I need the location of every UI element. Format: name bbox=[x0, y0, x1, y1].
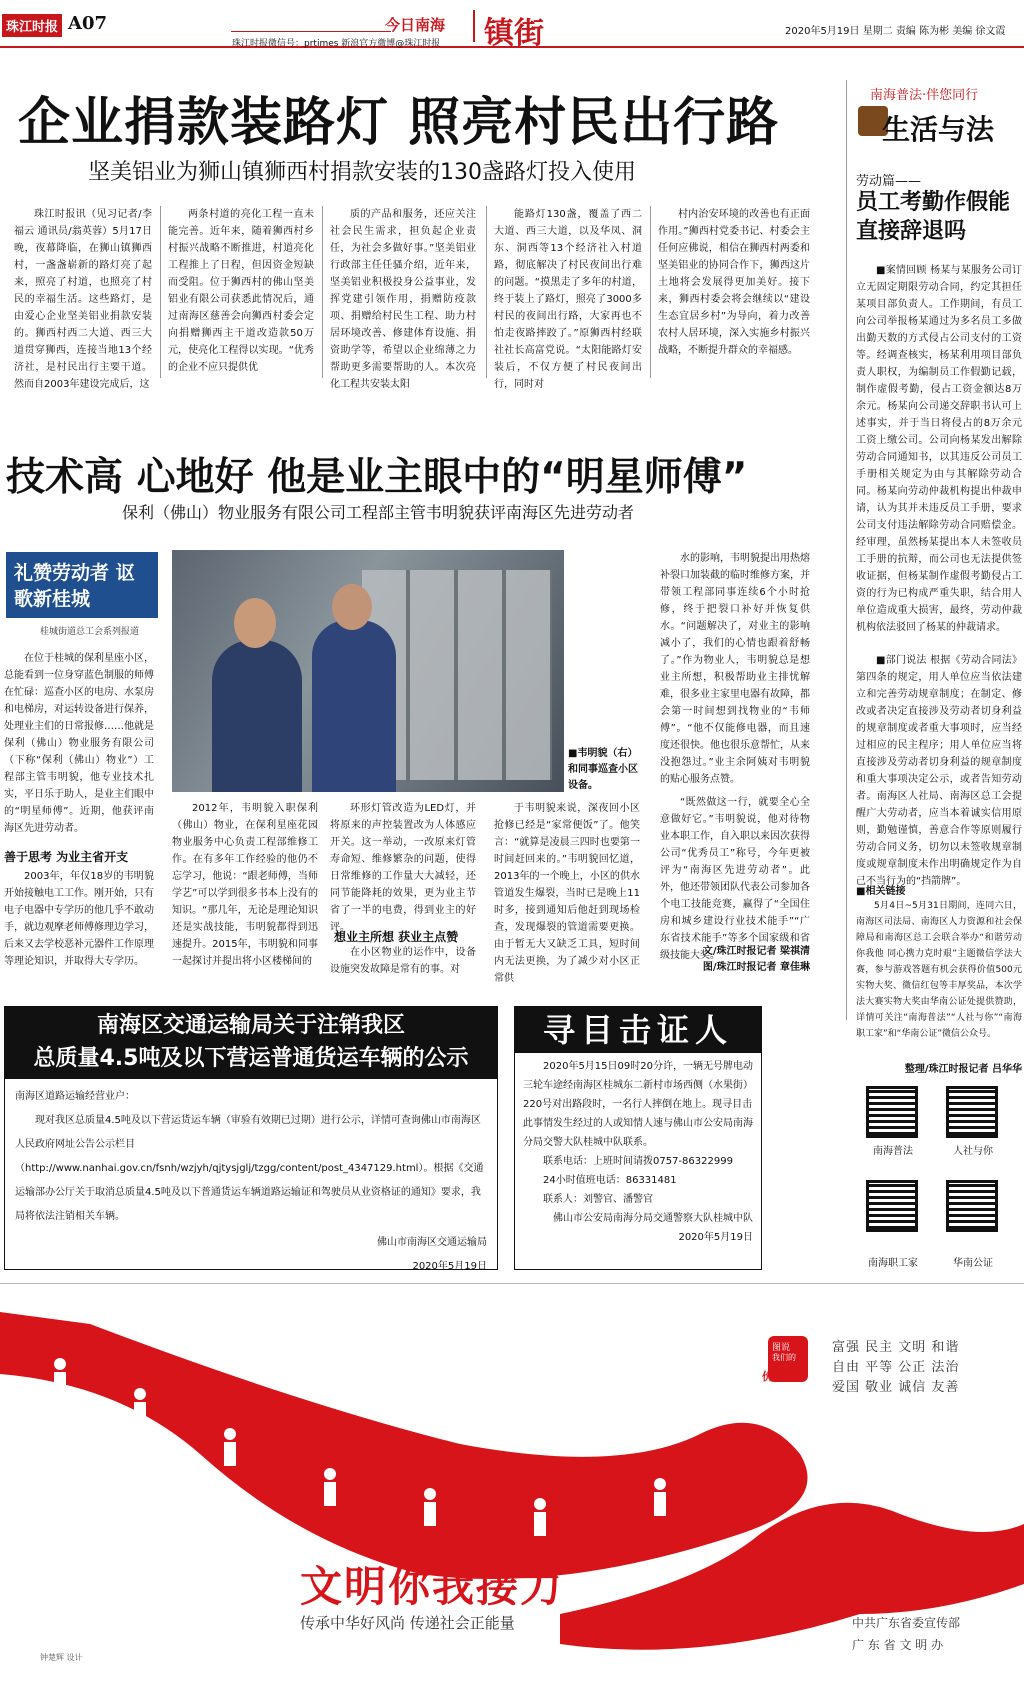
values-badge-label3: 价值观 bbox=[762, 1370, 795, 1383]
worker-figure bbox=[212, 640, 302, 792]
notice-title-line1: 南海区交通运输局关于注销我区 bbox=[96, 1013, 405, 1038]
witness-date: 2020年5月19日 bbox=[678, 1232, 753, 1243]
story2-col-a: 2003年，年仅18岁的韦明貌开始接触电工工作。刚开始，只有电子电器中专学历的他几乎不敢动手，就边观摩老师傅修理边学习，后来又去学校恶补元器件工作原理等理论知识，并取得大专学历。 bbox=[4, 871, 154, 967]
qr-code-icon[interactable] bbox=[866, 1086, 918, 1138]
column-rule bbox=[486, 206, 487, 378]
values-row-3: 爱国 敬业 诚信 友善 bbox=[832, 1380, 960, 1395]
qr-code-icon[interactable] bbox=[946, 1180, 998, 1232]
page-number: A07 bbox=[68, 13, 108, 34]
column-rule bbox=[322, 206, 323, 378]
witness-title: 寻目击证人 bbox=[515, 1007, 761, 1053]
law-headline: 员工考勤作假能直接辞退吗 bbox=[856, 190, 1011, 244]
banner-title: 生活与法 bbox=[882, 113, 995, 146]
notice-greeting: 南海区道路运输经营业户： bbox=[15, 1091, 135, 1102]
notice-body-wrap bbox=[5, 1079, 497, 1285]
notice-body: 现对我区总质量4.5吨及以下营运货运车辆（审验有效期已过期）进行公示，详情可查询佛山市南海区人民政府网址公告公示栏目（http://www.nanhai.gov.cn/fsnh/wzjyh/qjtysjglj/tzgg/content/post_4347129.html）。根据《交通运输部办公厅关于取消总质量4.5吨及以下普通货运车辆道路运输证和驾驶员从业资格证的通知》要求，我局将依法注销相关车辆。 bbox=[15, 1115, 484, 1222]
notice-date: 2020年5月19日 bbox=[412, 1261, 487, 1272]
story1-col-3: 质的产品和服务，还应关注社会民生需求，担负起企业责任，为社会多做好事。”坚美铝业行政部主任任骚介绍，近年来，坚美铝业积极投身公益事业，发挥党建引领作用，捐赠防疫款项、捐赠给村民生工程、助力村居环境改善、修建体育设施、捐资助学等，希望以企业绵薄之力帮助更多需要帮助的人。本次亮化工程共安装太阳 bbox=[330, 209, 476, 390]
ad-org-1: 中共广东省委宣传部 bbox=[852, 1616, 961, 1630]
witness-tel1: 联系电话：上班时间请拨0757-86322999 bbox=[543, 1156, 733, 1167]
story2-subhead: 保利（佛山）物业服务有限公司工程部主管韦明貌获评南海区先进劳动者 bbox=[122, 503, 635, 522]
ad-slogan: 文明你我接力 bbox=[300, 1562, 565, 1611]
values-row-2: 自由 平等 公正 法治 bbox=[832, 1360, 960, 1375]
story2-subhead-b: 想业主所想 获业主点赞 bbox=[334, 930, 459, 944]
header-rule bbox=[231, 31, 391, 32]
related-reporter: 整理/珠江时报记者 吕华华 bbox=[904, 1064, 1022, 1075]
section-label: 今日南海 bbox=[385, 16, 446, 34]
story1-col-4: 能路灯130盏，覆盖了西二大道、西三大道，以及华凤、洞东、洞西等13个经济社入村道路，彻底解决了村民夜间出行难的问题。“摸黑走了多年的村道，终于装上了路灯，照亮了3000多村民的夜间出行路，大家再也不怕走夜路摔跤了。”原狮西村经联社社长高富党说。“太阳能路灯安装后，不仅方便了村民夜间出行，同时对 bbox=[494, 209, 642, 390]
story2-lead: 在位于桂城的保利星座小区，总能看到一位身穿蓝色制服的师傅在忙碌：巡查小区的电房、水泵房和电梯房，对运转设备进行保养，处理业主们的日常报修……他就是保利（佛山）物业服务有限公司（下称“保利（佛山）物业”）工程部主管韦明貌，他专业技术扎实，平日乐于助人，是业主们眼中的“明星师傅”。近期，他获评南海区先进劳动者。 bbox=[4, 653, 154, 834]
story2-headline: 技术高 心地好 他是业主眼中的“明星师傅” bbox=[6, 455, 748, 500]
story1-col-1: 珠江时报讯（见习记者/李福云 通讯员/翁英蓉）5月17日晚，夜幕降临，在狮山镇狮西村，一盏盏崭新的路灯亮了起来，照亮了村道，也照亮了村民的幸福生活。这些路灯，是由爱心企业坚美铝业捐款安装的。狮西村西二大道、西三大道贯穿狮西，连接当地13个经济社，是村民出行主要干道。然而自2003年建设完成后，这 bbox=[14, 209, 152, 390]
paper-logo: 珠江时报 bbox=[2, 14, 62, 37]
section-divider bbox=[473, 10, 475, 42]
public-service-ad bbox=[0, 1283, 1024, 1682]
story2-photo bbox=[172, 550, 564, 792]
qr-label: 南海职工家 bbox=[868, 1258, 918, 1269]
story2-col-d: 于韦明貌来说，深夜回小区抢修已经是“家常便饭”了。他笑言：“就算是凌晨三四时也要第一时间赶回来的。”韦明貌回忆道，2013年的一个晚上，小区的供水管道发生爆裂，当时已是晚上11时多，接到通知后他赶到现场检查，发现爆裂的管道需要更换。由于暂无大又缺乏工具，短时间内无法更换，为了减少对小区正常供 bbox=[494, 803, 640, 984]
story2-subhead-a: 善于思考 为业主省开支 bbox=[4, 850, 129, 864]
values-badge-label1: 图说 bbox=[772, 1343, 791, 1353]
worker-head bbox=[332, 584, 372, 630]
related-heading: ■相关链接 bbox=[856, 886, 906, 897]
column-rule bbox=[160, 206, 161, 378]
notice-witness-appeal bbox=[514, 1006, 762, 1270]
ad-designer: 钟楚辉 设计 bbox=[40, 1653, 83, 1662]
witness-tel2: 24小时值班电话：86331481 bbox=[543, 1175, 677, 1186]
qr-label: 南海普法 bbox=[873, 1146, 913, 1157]
story2-col-e: 水的影响，韦明貌提出用热熔补裂口加装截的临时维修方案，并带领工程部同事连续6个小时抢修，终于把裂口补好并恢复供水。“问题解决了，对业主的影响减小了，我们的心情也跟着舒畅了。”作为物业人，韦明貌总是想业主所想，积极帮助业主排忧解难，很多业主家里电器有故障，都会第一时间想到找物业的“韦师傅”。“他不仅能修电器，而且速度还很快。他也很乐意帮忙，从来没抱怨过。”业主余阿姨对韦明貌的贴心服务点赞。 bbox=[660, 553, 810, 785]
section-title: 镇街 bbox=[484, 16, 544, 51]
story2-col-f: “既然做这一行，就要全心全意做好它。”韦明貌说，他对待物业本职工作，自入职以来因次获得公司“优秀员工”称号，今年更被评为“南海区先进劳动者”。此外，他还带领团队代表公司参加各个电工技能竞赛，赢得了“全国住房和城乡建设行业技术能手”“广东省技术能手”等多个国家级和省级技能大奖。 bbox=[660, 797, 810, 961]
story2-col-c-tail: 在小区物业的运作中，设备设施突发故障是常有的事。对 bbox=[330, 947, 476, 975]
qr-label: 华南公证 bbox=[953, 1258, 993, 1269]
values-row-1: 富强 民主 文明 和谐 bbox=[832, 1340, 960, 1355]
date-line: 2020年5月19日 星期二 责编 陈为彬 美编 徐文霞 bbox=[785, 26, 1006, 37]
notice-signer: 佛山市南海区交通运输局 bbox=[377, 1237, 487, 1248]
qr-label: 人社与你 bbox=[953, 1146, 993, 1157]
witness-signer: 佛山市公安局南海分局交通警察大队桂城中队 bbox=[553, 1213, 753, 1224]
story1-subhead: 坚美铝业为狮山镇狮西村捐款安装的130盏路灯投入使用 bbox=[88, 160, 636, 185]
witness-body: 2020年5月15日09时20分许，一辆无号牌电动三轮车途经南海区桂城东二新村市场西侧（水果街）220号对出路段时，一名行人摔倒在地上。现寻目击此事情发生经过的人或知情人速与佛山市公安局南海分局交警大队桂城中队联系。 bbox=[523, 1061, 753, 1148]
column-rule bbox=[650, 206, 651, 378]
banner-tagline: 南海普法·伴您同行 bbox=[870, 88, 979, 103]
values-badge-label2: 我们的 bbox=[772, 1353, 796, 1362]
worker-figure bbox=[312, 620, 396, 792]
series-badge-caption: 桂城街道总工会系列报道 bbox=[40, 627, 140, 637]
witness-body-wrap bbox=[515, 1053, 761, 1251]
series-badge-title: 礼赞劳动者 讴歌新桂城 bbox=[14, 562, 135, 610]
law-body-1: ■案情回顾 杨某与某服务公司订立无固定期限劳动合同，约定其担任某项目部负责人。工作期间，有员工向公司举报杨某通过为多名员工多做出勤天数的方式侵占公司支付的工资等。经调查核实，杨某利用项目部负责人职权，为编制员工作假勤记载，制作虚假考勤，侵占工资金额达8万余元。杨某向公司递交辞职书认可上述事实，并于当日将侵占的8万余元工资上缴公司。公司向杨某发出解除劳动合同通知书，以其违反公司员工手册相关规定为由与其解除劳动合同。杨某向劳动仲裁机构提出仲裁申请，认为其并未违反员工手册，要求公司支付违法解除劳动合同赔偿金。经审理，虽然杨某提出本人未签收员工手册的抗辩，而公司也无法提供签收证据，但杨某制作虚假考勤侵占工资的行为已构成严重失职，结合用人单位造成重大损害，最终，劳动仲裁机构依法驳回了杨某的仲裁请求。 bbox=[856, 265, 1022, 633]
photo-caption: ■韦明貌（右）和同事巡查小区设备。 bbox=[568, 748, 638, 791]
story2-byline: 文/珠江时报记者 梁祺清 图/珠江时报记者 章佳琳 bbox=[702, 946, 810, 973]
story2-col-b: 2012年，韦明貌入职保利（佛山）物业，在保利星座花园物业服务中心负责工程部维修工作。在有多年工作经验的他仍不忘学习，他说：“跟老师傅，当师学艺”可以学到很多书本上没有的知识。“那几年，无论是理论知识还是实战技能，韦明貌都得到迅速提升。2015年，韦明貌和同事一起探讨并提出将小区楼梯间的 bbox=[172, 803, 318, 967]
qr-code-icon[interactable] bbox=[946, 1086, 998, 1138]
series-badge bbox=[6, 552, 158, 618]
law-body-2: ■部门说法 根据《劳动合同法》第四条的规定，用人单位应当依法建立和完善劳动规章制度；在制定、修改或者决定直接涉及劳动者切身利益的规章制度或者重大事项时，应当经过相应的民主程序；用人单位应当将直接涉及劳动者切身利益的规章制度和重大事项决定公示，或者告知劳动者。南海区人社局、南海区总工会提醒广大劳动者，应当本着诚实信用原则，勤勉谨慎，善意合作等原则履行劳动合同义务，切勿以未签收规章制度或规章制度未作出明确规定作为自己不当行为的“挡箭牌”。 bbox=[856, 655, 1022, 887]
social-line: 珠江时报微信号：prtimes 新浪官方微博@珠江时报 bbox=[232, 39, 441, 49]
right-column-rule bbox=[846, 80, 847, 1020]
ad-org-2: 广 东 省 文 明 办 bbox=[852, 1638, 944, 1652]
notice-vehicle-deregistration bbox=[4, 1006, 498, 1270]
qr-code-icon[interactable] bbox=[866, 1180, 918, 1232]
story2-col-c: 环形灯管改造为LED灯，并将原来的声控装置改为人体感应开关。这一举动，一改原来灯管寿命短、维修繁杂的问题，使得日常维修的工作量大大减轻，还同节能降耗的效果，更为业主节省了一半的电费，得到业主的好评。 bbox=[330, 803, 476, 933]
notice-header bbox=[5, 1007, 497, 1079]
worker-head bbox=[234, 598, 276, 648]
story1-col-2: 两条村道的亮化工程一直未能完善。近年来，随着狮西村乡村振兴战略不断推进，村道亮化工程推上了日程，但因资金短缺而受阻。位于狮西村的佛山坚美铝业有限公司获悉此情况后，通过南海区慈善会向狮西村委会定向捐赠狮西主干道改造款50万元，使亮化工程得以实现。“优秀的企业不应只提供优 bbox=[168, 209, 314, 373]
masthead bbox=[0, 0, 1024, 51]
related-body: 5月4日~5月31日期间，连同六日，南海区司法局、南海区人力资源和社会保障局和南海区总工会联合举办“和谐劳动你我他 同心携力克时艰”主题微信学法大赛，参与游戏答题有机会获得价值500元实物大奖、微信红包等丰厚奖品，本次学法大赛实物大奖由华南公证处提供赞助，详情可关注“南海普法”“人社与你”“南海职工家”和“华南公证”微信公众号。 bbox=[856, 901, 1022, 1039]
notice-title-line2: 总质量4.5吨及以下营运普通货运车辆的公示 bbox=[33, 1046, 469, 1071]
ad-tagline: 传承中华好风尚 传递社会正能量 bbox=[300, 1614, 515, 1632]
law-kicker: 劳动篇—— bbox=[856, 174, 922, 189]
story1-col-5: 村内治安环境的改善也有正面作用。”狮西村党委书记、村委会主任何应佛说，相信在狮西村两委和坚美铝业的协同合作下，狮西这片土地将会发展得更加美好。接下来，狮西村委会将会继续以“建设生态宜居乡村”为导向，着力改善农村人居环境，深入实施乡村振兴战略，不断提升群众的幸福感。 bbox=[658, 209, 810, 356]
witness-contact: 联系人：刘警官、潘警官 bbox=[543, 1194, 653, 1205]
story1-headline: 企业捐款装路灯 照亮村民出行路 bbox=[18, 93, 780, 153]
